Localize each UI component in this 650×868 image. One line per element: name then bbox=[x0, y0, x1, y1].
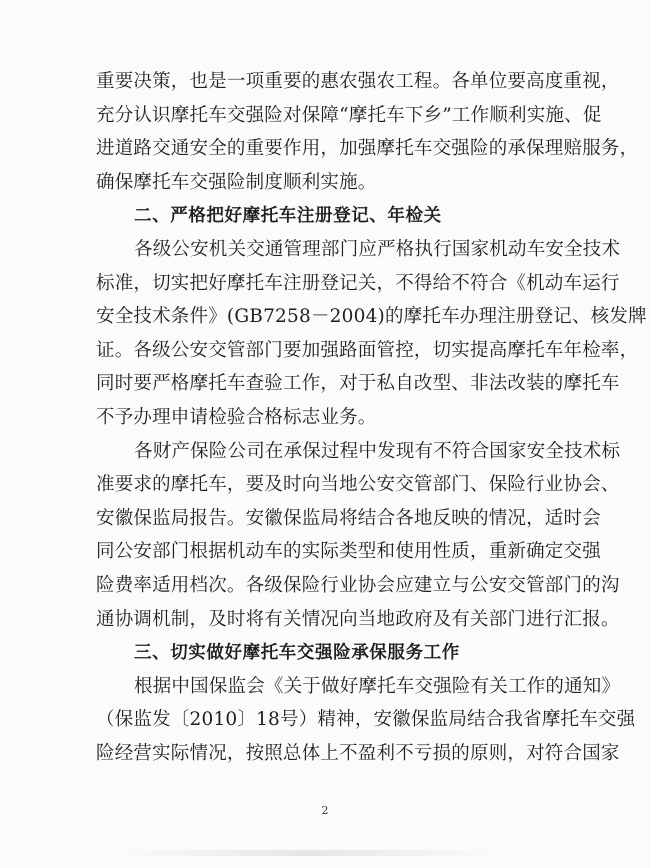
section-heading-3: 三、切实做好摩托车交强险承保服务工作 bbox=[134, 643, 460, 664]
body-line-13: 准要求的摩托车，要及时向当地公安交管部门、保险行业协会、 bbox=[96, 474, 620, 496]
body-line-10: 同时要严格摩托车查验工作，对于私自改型、非法改装的摩托车 bbox=[96, 373, 620, 395]
body-line-3: 进道路交通安全的重要作用，加强摩托车交强险的承保理赔服务， bbox=[96, 138, 639, 160]
page-number: 2 bbox=[321, 804, 329, 817]
body-line-16: 险费率适用档次。各级保险行业协会应建立与公安交管部门的沟 bbox=[96, 575, 620, 596]
body-line-4: 确保摩托车交强险制度顺利实施。 bbox=[96, 171, 377, 193]
body-line-12: 各财产保险公司在承保过程中发现有不符合国家安全技术标 bbox=[134, 440, 621, 462]
body-line-11: 不予办理申请检验合格标志业务。 bbox=[96, 407, 377, 428]
body-line-7: 标准，切实把好摩托车注册登记关，不得给不符合《机动车运行 bbox=[96, 272, 620, 294]
section-heading-2: 二、严格把好摩托车注册登记、年检关 bbox=[134, 206, 442, 227]
body-line-15: 同公安部门根据机动车的实际类型和使用性质，重新确定交强 bbox=[96, 541, 601, 563]
body-line-2: 充分认识摩托车交强险对保障“摩托车下乡”工作顺利实施、促 bbox=[96, 104, 602, 126]
body-line-14: 安徽保监局报告。安徽保监局将结合各地反映的情况，适时会 bbox=[96, 507, 601, 529]
body-line-1: 重要决策，也是一项重要的惠农强农工程。各单位要高度重视， bbox=[96, 71, 620, 92]
body-line-21: 险经营实际情况，按照总体上不盈利不亏损的原则，对符合国家 bbox=[96, 743, 620, 764]
body-line-8: 安全技术条件》(GB7258－2004)的摩托车办理注册登记、核发牌 bbox=[96, 306, 647, 328]
body-line-19: 根据中国保监会《关于做好摩托车交强险有关工作的通知》 bbox=[134, 675, 621, 697]
body-line-20: （保监发〔2010〕18号）精神，安徽保监局结合我省摩托车交强 bbox=[96, 709, 636, 731]
body-line-6: 各级公安机关交通管理部门应严格执行国家机动车安全技术 bbox=[134, 239, 621, 260]
body-line-9: 证。各级公安交管部门要加强路面管控，切实提高摩托车年检率， bbox=[96, 339, 639, 361]
body-line-17: 通协调机制，及时将有关情况向当地政府及有关部门进行汇报。 bbox=[96, 608, 620, 630]
bleed-through-shadow bbox=[118, 850, 498, 856]
